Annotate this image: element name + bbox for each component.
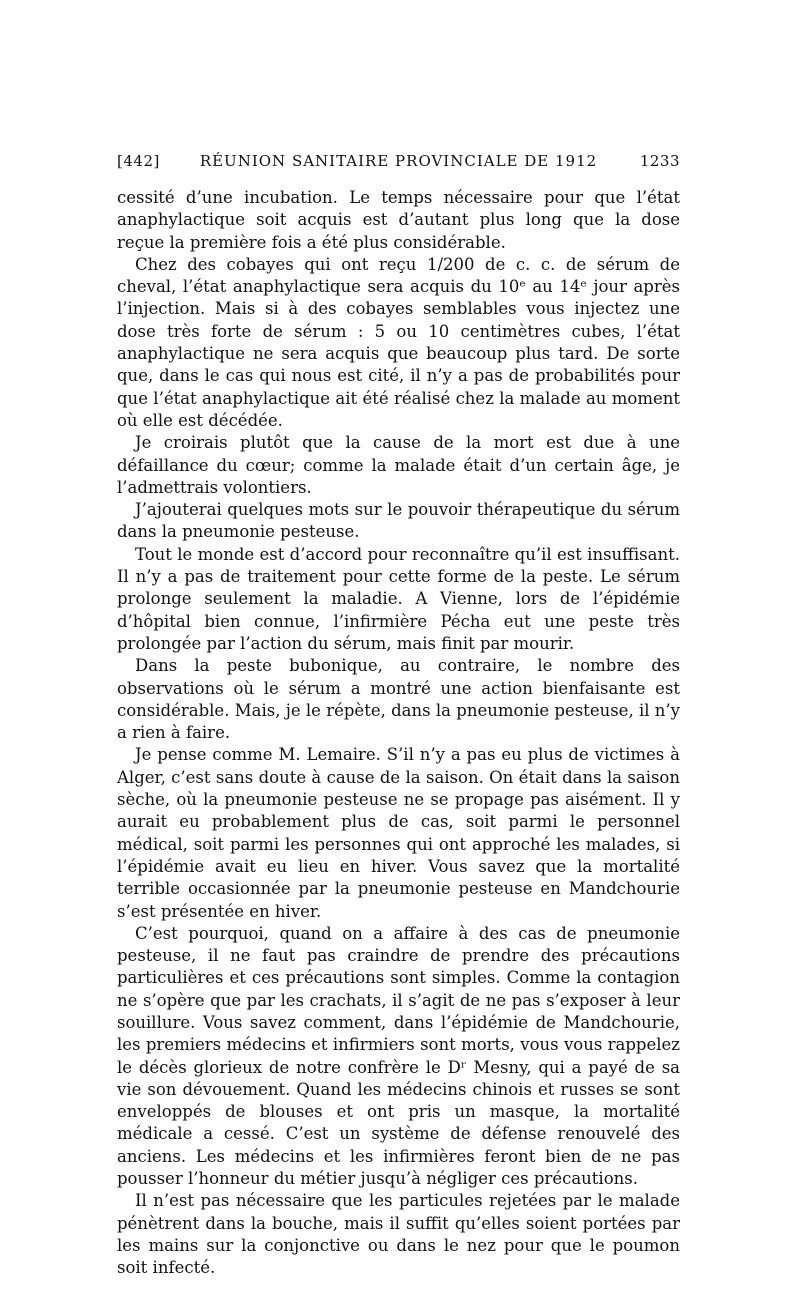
- section-number: [442]: [117, 152, 160, 170]
- paragraph-4: J’ajouterai quelques mots sur le pouvoir thérapeutique du sérum dans la pneumonie pesteuse.: [117, 500, 680, 542]
- running-header: [117, 152, 680, 176]
- paragraph-2: Chez des cobayes qui ont reçu 1/200 de c. c. de sérum de cheval, l’état anaphylactique sera acquis du 10ᵉ au 14ᵉ jour après l’injection. Mais si à des cobayes semblables vous injectez une dose très forte de sérum : 5 ou 10 centimètres cubes, l’état anaphylactique ne sera acquis que beaucoup plus tard. De sorte que, dans le cas qui nous est cité, il n’y a pas de probabilités pour que l’état anaphylactique ait été réalisé chez la malade au moment où elle est décédée.: [117, 254, 680, 430]
- body-text: [117, 187, 680, 1280]
- page-number: 1233: [639, 152, 680, 170]
- paragraph-9: Il n’est pas nécessaire que les particules rejetées par le malade pénètrent dans la bouche, mais il suffit qu’elles soient portées par les mains sur la conjonctive ou dans le nez pour que le poumon soit infecté.: [117, 1191, 680, 1278]
- paragraph-6: Dans la peste bubonique, au contraire, le nombre des observations où le sérum a montré une action bienfaisante est considérable. Mais, je le répète, dans la pneumonie pesteuse, il n’y a rien à faire.: [117, 656, 680, 743]
- running-title: RÉUNION SANITAIRE PROVINCIALE DE 1912: [199, 152, 598, 170]
- paragraph-8: C’est pourquoi, quand on a affaire à des cas de pneumonie pesteuse, il ne faut pas craindre de prendre des précautions particulières et ces précautions sont simples. Comme la contagion ne s’opère que par les crachats, il s’agit de ne pas s’exposer à leur souillure. Vous savez comment, dans l’épidémie de Mandchourie, les premiers médecins et infirmiers sont morts, vous vous rappelez le décès glorieux de notre confrère le Dʳ Mesny, qui a payé de sa vie son dévouement. Quand les médecins chinois et russes se sont enveloppés de blouses et ont pris un masque, la mortalité médicale a cessé. C’est un système de défense renouvelé des anciens. Les médecins et les infirmières feront bien de ne pas pousser l’honneur du métier jusqu’à négliger ces précautions.: [117, 923, 680, 1189]
- paragraph-1: cessité d’une incubation. Le temps nécessaire pour que l’état anaphylactique soit acquis est d’autant plus long que la dose reçue la première fois a été plus considérable.: [117, 188, 680, 252]
- paragraph-3: Je croirais plutôt que la cause de la mort est due à une défaillance du cœur; comme la malade était d’un certain âge, je l’admettrais volontiers.: [117, 433, 680, 497]
- paragraph-7: Je pense comme M. Lemaire. S’il n’y a pas eu plus de victimes à Alger, c’est sans doute à cause de la saison. On était dans la saison sèche, où la pneumonie pesteuse ne se propage pas aisément. Il y aurait eu probablement plus de cas, soit parmi le personnel médical, soit parmi les personnes qui ont approché les malades, si l’épidémie avait eu lieu en hiver. Vous savez que la mortalité terrible occasionnée par la pneumonie pesteuse en Mandchourie s’est présentée en hiver.: [117, 745, 680, 921]
- paragraph-5: Tout le monde est d’accord pour reconnaître qu’il est insuffisant. Il n’y a pas de traitement pour cette forme de la peste. Le sérum prolonge seulement la maladie. A Vienne, lors de l’épidémie d’hôpital bien connue, l’infirmière Pécha eut une peste très prolongée par l’action du sérum, mais finit par mourir.: [117, 544, 680, 653]
